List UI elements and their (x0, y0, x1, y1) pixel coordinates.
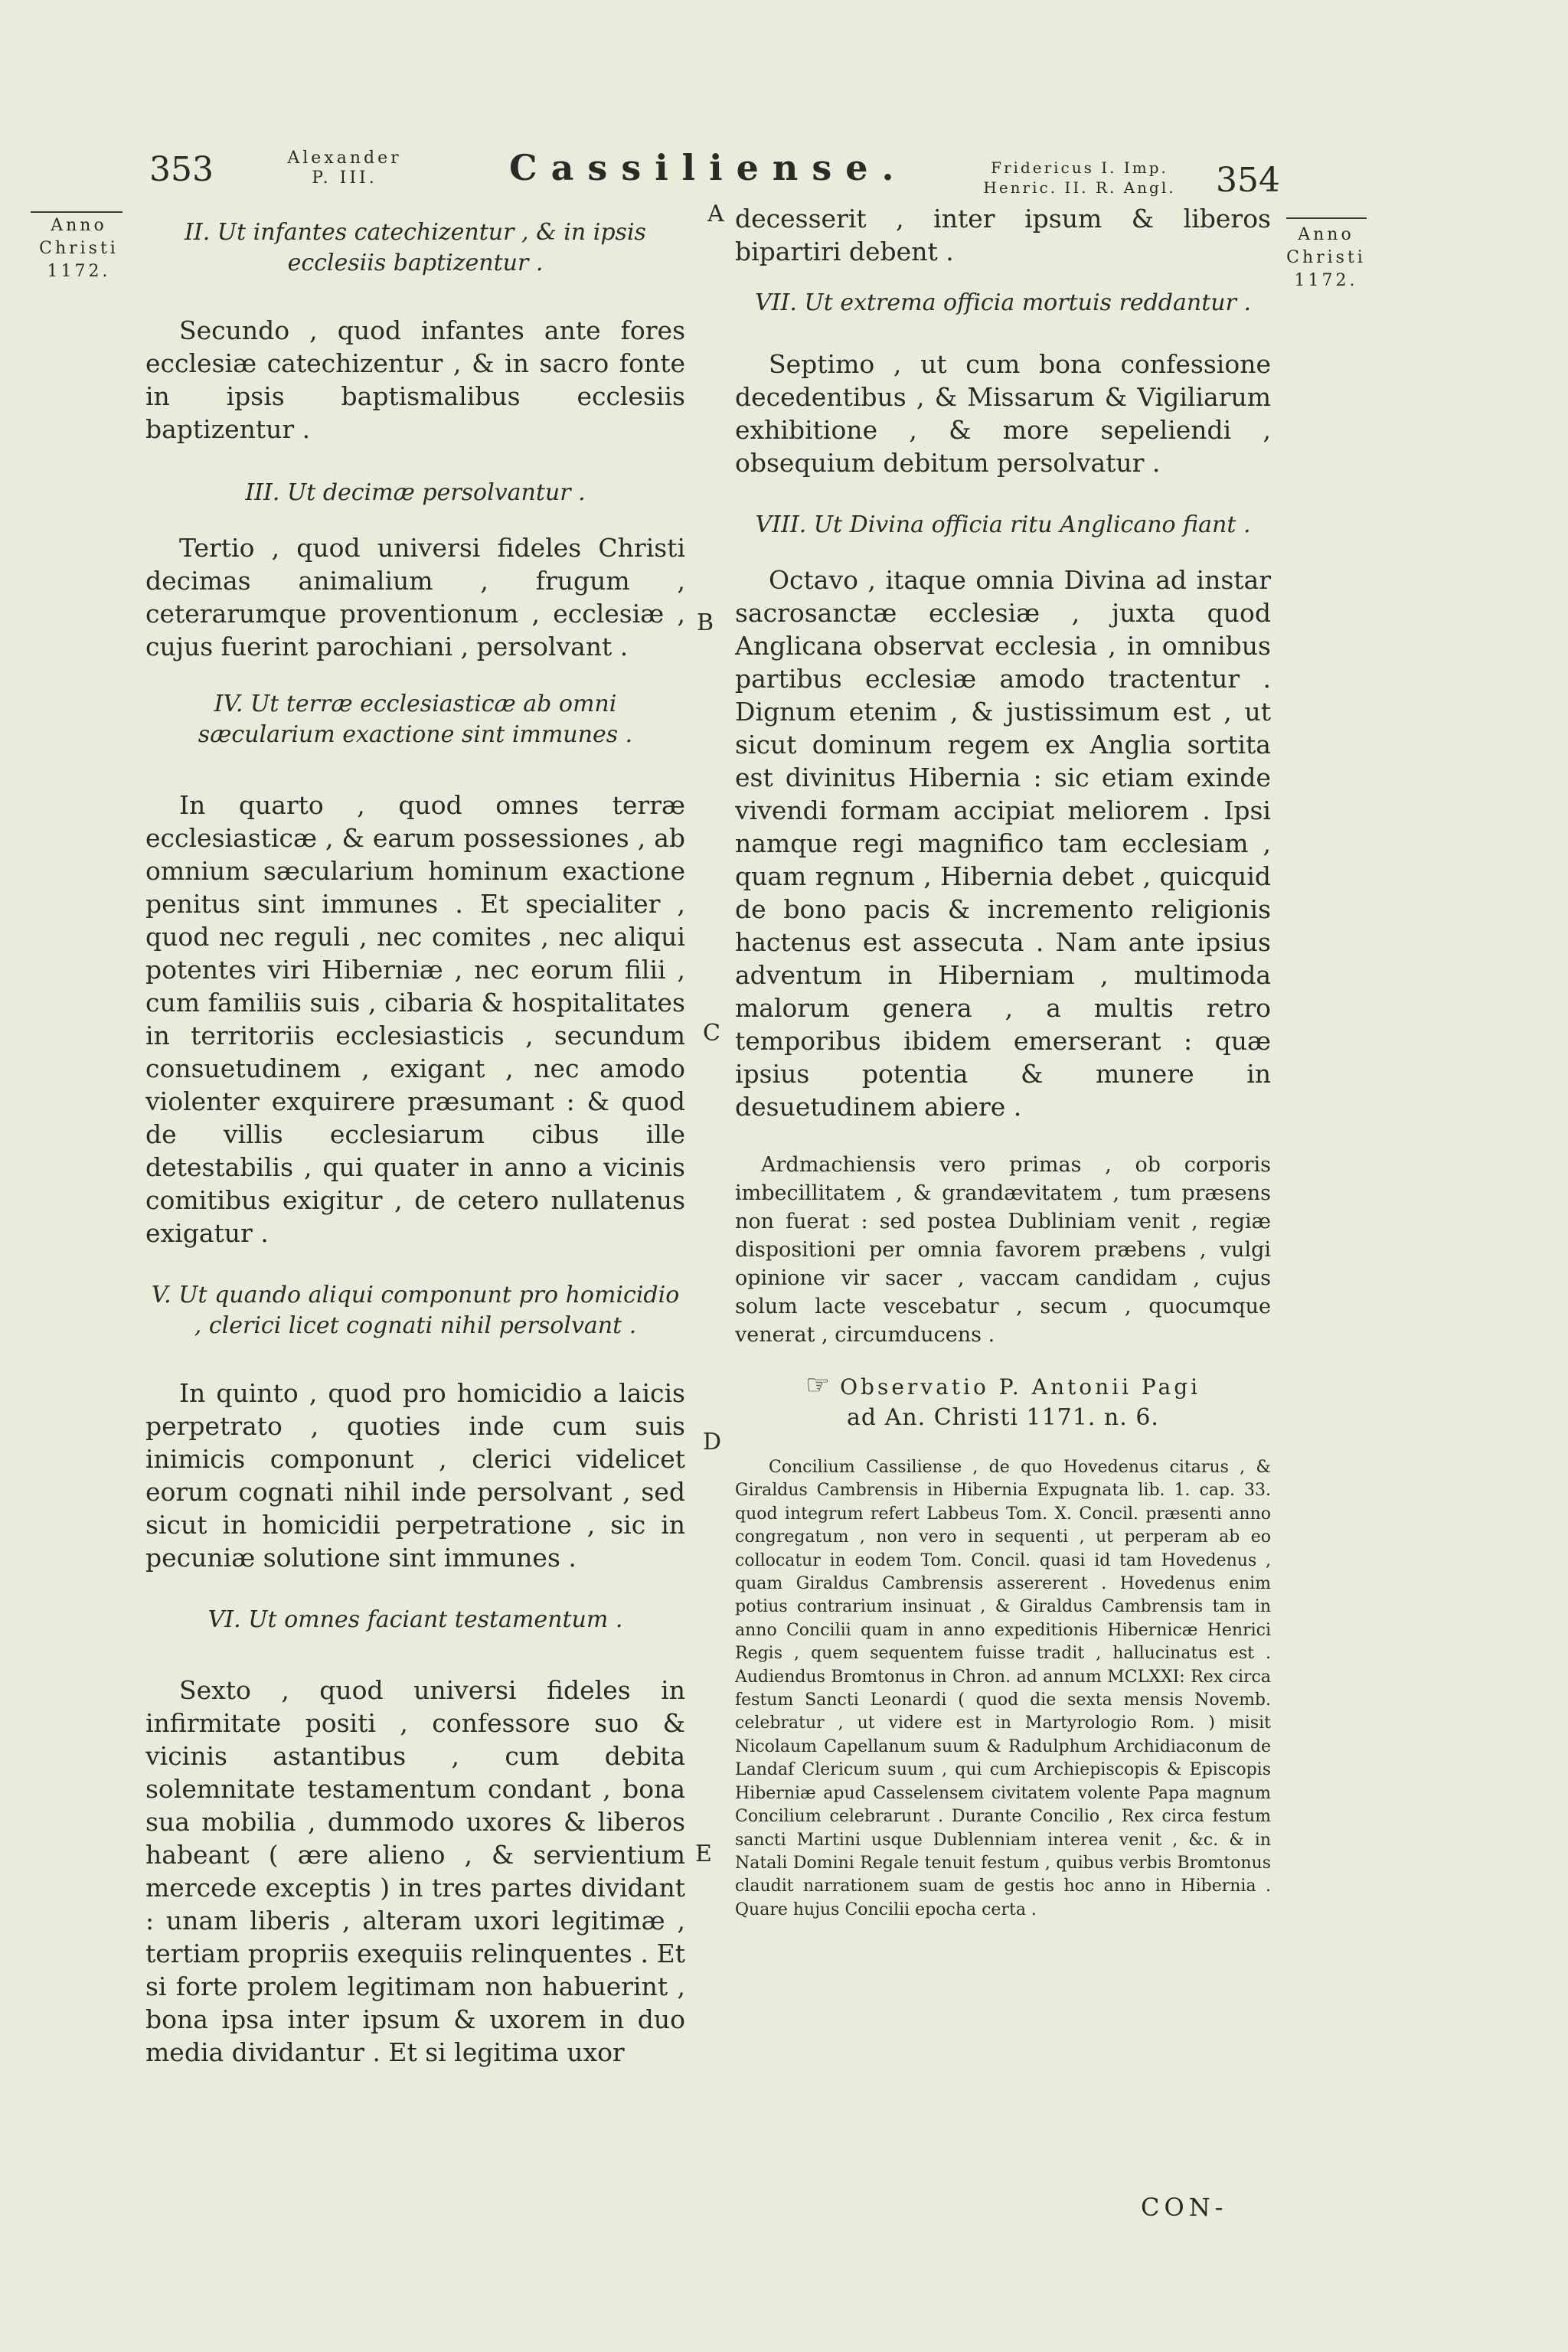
left-margin-year-note (29, 214, 129, 283)
right-margin-year-note (1280, 224, 1372, 292)
continuation-text: decesserit , inter ipsum & liberos bipartiri debent . (735, 204, 1271, 266)
canon-text: Octavo , itaque omnia Divina ad instar sacrosanctæ ecclesiæ , juxta quod Anglicana observat ecclesia , in omnibus partibus ecclesiæ amodo tractentur . Dignum etenim , & justissimum est , ut sicut dominum regem ex Anglia sortita est divinitus Hibernia : sic etiam exinde vivendi formam accipiat meliorem . Ipsi namque regi magnifico tam ecclesiam , quam regnum , Hibernia debet , quicquid de bono pacis & incremento religionis hactenus est assecuta . Nam ante ipsius adventum in Hiberniam , multimoda malorum genera , a multis retro temporibus ibidem emerserant : quæ ipsius potentia & munere in desuetudinem abiere . (735, 565, 1271, 1122)
observation-text: Concilium Cassiliense , de quo Hovedenus citarus , & Giraldus Cambrensis in Hibernia Expugnata lib. 1. cap. 33. quod integrum refert Labbeus Tom. X. Concil. præsenti anno congregatum , non vero in sequenti , ut perperam ab eo collocatur in eodem Tom. Concil. quasi id tam Hovedenus , quam Giraldus Cambrensis assererent . Hovedenus enim potius contrarium insinuat , & Giraldus Cambrensis tam in anno Concilii quam in anno expeditionis Hibernicæ Henrici Regis , quem sequentem fuisse tradit , hallucinatus est . Audiendus Bromtonus in Chron. ad annum MCLXXI: Rex circa festum Sancti Leonardi ( quod die sexta mensis Novemb. celebratur , ut videre est in Martyrologio Rom. ) misit Nicolaum Capellanum suum & Radulphum Archidiaconum de Landaf Clericum suum , qui cum Archiepiscopis & Episcopis Hiberniæ apud Casselensem civitatem volente Papa magnum Concilium celebrarunt . Durante Concilio , Rex circa festum sancti Martini usque Dublenniam interea venit , &c. & in Natali Domini Regale tenuit festum , quibus verbis Bromtonus claudit narrationem suam de gestis hoc anno in Hibernia . Quare hujus Concilii epocha certa . (735, 1458, 1271, 1919)
margin-letter-a: A (707, 201, 724, 227)
margin-note-line: Anno (51, 216, 107, 235)
canon-text: Secundo , quod infantes ante fores ecclesiæ catechizentur , & in sacro fonte in ipsis baptismalibus ecclesiis baptizentur . (145, 315, 685, 444)
catchword: CON- (1141, 2193, 1228, 2222)
margin-letter-d: D (703, 1429, 722, 1455)
margin-note-line: Christi (1286, 248, 1366, 267)
running-head-line: Fridericus I. Imp. (991, 158, 1168, 177)
right-column (735, 202, 1271, 1922)
left-margin-rule (31, 211, 122, 213)
margin-letter-b: B (697, 609, 714, 636)
narrative-note: Ardmachiensis vero primas , ob corporis imbecillitatem , & grandævitatem , tum præsens non fuerat : sed postea Dubliniam venit , regiæ dispositioni per omnia favorem præbens , vulgi opinione vir sacer , vaccam candidam , cujus solum lacte vescebatur , secum , quocumque venerat , circumducens . (735, 1153, 1271, 1347)
margin-note-line: Anno (1298, 225, 1354, 244)
canon-heading: VII. Ut extrema officia mortuis reddantur . (755, 289, 1251, 316)
left-running-head (276, 149, 413, 188)
canon-heading: III. Ut decimæ persolvantur . (245, 479, 586, 506)
left-page-number: 353 (149, 150, 214, 189)
right-margin-rule (1286, 217, 1367, 219)
margin-note-line: 1172. (1294, 271, 1358, 290)
right-running-head (953, 158, 1206, 198)
canon-text: Septimo , ut cum bona confessione decedentibus , & Missarum & Vigiliarum exhibitione , & more sepeliendi , obsequium debitum persolvatur . (735, 349, 1271, 478)
canon-heading: VI. Ut omnes faciant testamentum . (207, 1606, 623, 1633)
observation-heading (735, 1370, 1271, 1433)
canon-text: In quarto , quod omnes terræ ecclesiasticæ , & earum possessiones , ab omnium sæcularium hominum exactione penitus sint immunes . Et specialiter , quod nec reguli , nec comites , nec aliqui potentes viri Hiberniæ , nec eorum filii , cum familiis suis , cibaria & hospitalitates in territoriis ecclesiasticis , secundum consuetudinem , exigant , nec amodo violenter exquirere præsumant : & quod de villis ecclesiarum cibus ille detestabilis , qui quater in anno a vicinis comitibus exigitur , de cetero nullatenus exigatur . (145, 790, 685, 1248)
canon-heading: VIII. Ut Divina officia ritu Anglicano fiant . (755, 511, 1251, 538)
margin-note-line: Christi (39, 239, 119, 258)
left-column (145, 217, 685, 2069)
canon-heading: II. Ut infantes catechizentur , & in ipsis ecclesiis baptizentur . (185, 219, 646, 276)
pointing-hand-icon: ☞ (805, 1370, 831, 1401)
canon-text: In quinto , quod pro homicidio a laicis perpetrato , quoties inde cum suis inimicis componunt , clerici videlicet eorum cognati nihil inde persolvant , sed sicut in homicidii perpetratione , sic in pecuniæ solutione sint immunes . (145, 1378, 685, 1573)
margin-note-line: 1172. (47, 262, 111, 281)
canon-text: Tertio , quod universi fideles Christi decimas animalium , frugum , ceterarumque proventionum , ecclesiæ , cujus fuerint parochiani , persolvant . (145, 533, 685, 662)
observation-title: Observatio P. Antonii Pagi (840, 1374, 1201, 1400)
margin-letter-e: E (695, 1841, 712, 1867)
right-page-number: 354 (1216, 161, 1280, 200)
observation-subtitle: ad An. Christi 1171. n. 6. (847, 1404, 1159, 1431)
page-title: Cassiliense. (509, 147, 908, 188)
running-head-line: Henric. II. R. Angl. (983, 178, 1176, 197)
running-head-line: Alexander (287, 149, 402, 168)
canon-text: Sexto , quod universi fideles in infirmitate positi , confessore suo & vicinis astantibus , cum debita solemnitate testamentum condant , bona sua mobilia , dummodo uxores & liberos habeant ( ære alieno , & servientium mercede exceptis ) in tres partes dividant : unam liberis , alteram uxori legitimæ , tertiam propriis exequiis relinquentes . Et si forte prolem legitimam non habuerint , bona ipsa inter ipsum & uxorem in duo media dividantur . Et si legitima uxor (145, 1675, 685, 2067)
margin-letter-c: C (703, 1020, 720, 1047)
running-head-line: P. III. (312, 168, 377, 188)
canon-heading: V. Ut quando aliqui componunt pro homicidio , clerici licet cognati nihil persolvant . (151, 1282, 680, 1339)
observation-title-line-1 (735, 1370, 1271, 1403)
canon-heading: IV. Ut terræ ecclesiasticæ ab omni sæcularium exactione sint immunes . (198, 691, 633, 748)
